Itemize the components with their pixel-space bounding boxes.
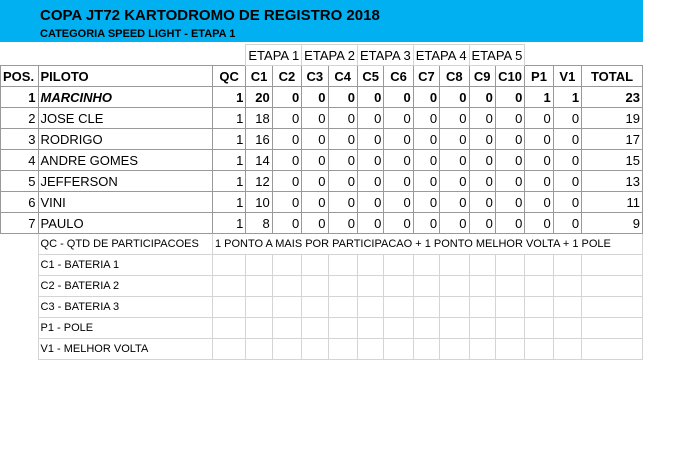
empty-grid-cell	[357, 276, 383, 297]
cell-c3: 0	[302, 171, 328, 192]
cell-c10: 0	[495, 213, 524, 234]
cell-name: VINI	[38, 192, 212, 213]
empty-grid-cell	[384, 276, 413, 297]
cell-v1: 0	[553, 171, 581, 192]
legend-row	[1, 276, 643, 297]
cell-c5: 0	[357, 171, 383, 192]
empty-grid-cell	[246, 297, 272, 318]
cell-c5: 0	[357, 213, 383, 234]
cell-v1: 0	[553, 108, 581, 129]
empty-grid-cell	[469, 255, 495, 276]
cell-c8: 0	[440, 87, 469, 108]
blank-cell	[212, 45, 245, 66]
legend-item: V1 - MELHOR VOLTA	[38, 339, 212, 360]
cell-name: PAULO	[38, 213, 212, 234]
cell-total: 17	[582, 129, 643, 150]
cell-p1: 0	[525, 150, 553, 171]
cell-c1: 14	[246, 150, 272, 171]
col-header-pos: POS.	[1, 66, 39, 87]
legend-row	[1, 255, 643, 276]
cell-c8: 0	[440, 108, 469, 129]
cell-c9: 0	[469, 213, 495, 234]
col-header-total: TOTAL	[582, 66, 643, 87]
cell-c1: 18	[246, 108, 272, 129]
col-header-c1: C1	[246, 66, 272, 87]
col-header-p1: P1	[525, 66, 553, 87]
cell-total: 13	[582, 171, 643, 192]
empty-grid-cell	[582, 339, 643, 360]
stage-5-header: ETAPA 5	[469, 45, 525, 66]
cell-c1: 16	[246, 129, 272, 150]
blank-cell	[38, 45, 212, 66]
cell-name: RODRIGO	[38, 129, 212, 150]
legend-item: C2 - BATERIA 2	[38, 276, 212, 297]
stage-3-header: ETAPA 3	[357, 45, 413, 66]
cell-v1: 0	[553, 129, 581, 150]
cell-v1: 1	[553, 87, 581, 108]
empty-grid-cell	[246, 339, 272, 360]
standings-row	[1, 171, 643, 192]
cell-c2: 0	[272, 150, 301, 171]
cell-qc: 1	[212, 213, 245, 234]
cell-c7: 0	[413, 192, 439, 213]
cell-c9: 0	[469, 171, 495, 192]
empty-grid-cell	[553, 339, 581, 360]
empty-grid-cell	[553, 297, 581, 318]
cell-c5: 0	[357, 87, 383, 108]
cell-c4: 0	[328, 213, 357, 234]
empty-grid-cell	[525, 297, 553, 318]
cell-c1: 8	[246, 213, 272, 234]
cell-c7: 0	[413, 171, 439, 192]
standings-table	[0, 44, 643, 360]
cell-c10: 0	[495, 150, 524, 171]
cell-c6: 0	[384, 150, 413, 171]
empty-grid-cell	[495, 276, 524, 297]
cell-c10: 0	[495, 171, 524, 192]
empty-grid-cell	[384, 297, 413, 318]
cell-c10: 0	[495, 87, 524, 108]
cell-c6: 0	[384, 129, 413, 150]
col-header-v1: V1	[553, 66, 581, 87]
cell-c1: 10	[246, 192, 272, 213]
cell-c4: 0	[328, 129, 357, 150]
standings-row	[1, 129, 643, 150]
blank-cell	[1, 234, 39, 255]
blank-cell	[582, 45, 643, 66]
empty-grid-cell	[413, 318, 439, 339]
cell-c6: 0	[384, 108, 413, 129]
cell-c1: 20	[246, 87, 272, 108]
empty-grid-cell	[469, 318, 495, 339]
cell-c8: 0	[440, 213, 469, 234]
cell-name: JEFFERSON	[38, 171, 212, 192]
cell-c3: 0	[302, 213, 328, 234]
blank-cell	[1, 318, 39, 339]
empty-grid-cell	[495, 297, 524, 318]
col-header-piloto: PILOTO	[38, 66, 212, 87]
cell-c8: 0	[440, 150, 469, 171]
empty-grid-cell	[302, 276, 328, 297]
cell-qc: 1	[212, 108, 245, 129]
empty-grid-cell	[328, 255, 357, 276]
empty-grid-cell	[469, 276, 495, 297]
cell-pos: 7	[1, 213, 39, 234]
empty-grid-cell	[440, 318, 469, 339]
cell-c6: 0	[384, 213, 413, 234]
empty-grid-cell	[384, 255, 413, 276]
cell-c2: 0	[272, 87, 301, 108]
empty-grid-cell	[302, 339, 328, 360]
empty-grid-cell	[246, 318, 272, 339]
cell-v1: 0	[553, 150, 581, 171]
cell-v1: 0	[553, 213, 581, 234]
empty-grid-cell	[413, 339, 439, 360]
cell-c4: 0	[328, 150, 357, 171]
empty-grid-cell	[525, 339, 553, 360]
cell-c3: 0	[302, 192, 328, 213]
empty-grid-cell	[384, 318, 413, 339]
empty-grid-cell	[582, 297, 643, 318]
empty-grid-cell	[553, 255, 581, 276]
col-header-c3: C3	[302, 66, 328, 87]
empty-grid-cell	[469, 339, 495, 360]
cell-name: MARCINHO	[38, 87, 212, 108]
cell-p1: 0	[525, 192, 553, 213]
empty-grid-cell	[246, 276, 272, 297]
empty-grid-cell	[302, 297, 328, 318]
blank-cell	[553, 45, 581, 66]
legend-item: P1 - POLE	[38, 318, 212, 339]
cell-c7: 0	[413, 87, 439, 108]
cell-c9: 0	[469, 87, 495, 108]
cell-c7: 0	[413, 108, 439, 129]
empty-grid-cell	[272, 318, 301, 339]
empty-grid-cell	[440, 297, 469, 318]
cell-pos: 6	[1, 192, 39, 213]
cell-p1: 1	[525, 87, 553, 108]
blank-cell	[1, 339, 39, 360]
cell-c9: 0	[469, 108, 495, 129]
cell-c2: 0	[272, 129, 301, 150]
empty-grid-cell	[413, 276, 439, 297]
empty-grid-cell	[553, 276, 581, 297]
cell-c8: 0	[440, 129, 469, 150]
cell-pos: 4	[1, 150, 39, 171]
sheet-title: COPA JT72 KARTODROMO DE REGISTRO 2018	[40, 7, 380, 24]
empty-grid-cell	[553, 318, 581, 339]
sheet-subtitle: CATEGORIA SPEED LIGHT - ETAPA 1	[40, 28, 236, 40]
cell-p1: 0	[525, 213, 553, 234]
stage-1-header: ETAPA 1	[246, 45, 302, 66]
cell-c6: 0	[384, 87, 413, 108]
cell-c3: 0	[302, 150, 328, 171]
col-header-c9: C9	[469, 66, 495, 87]
cell-pos: 1	[1, 87, 39, 108]
empty-grid-cell	[272, 297, 301, 318]
standings-row	[1, 87, 643, 108]
empty-grid-cell	[357, 255, 383, 276]
col-header-c10: C10	[495, 66, 524, 87]
cell-c4: 0	[328, 192, 357, 213]
column-header-row	[1, 66, 643, 87]
cell-c9: 0	[469, 150, 495, 171]
stage-4-header: ETAPA 4	[413, 45, 469, 66]
standings-row	[1, 192, 643, 213]
cell-p1: 0	[525, 171, 553, 192]
empty-grid-cell	[413, 297, 439, 318]
cell-c2: 0	[272, 171, 301, 192]
cell-name: ANDRE GOMES	[38, 150, 212, 171]
cell-c10: 0	[495, 108, 524, 129]
empty-grid-cell	[246, 255, 272, 276]
empty-grid-cell	[212, 318, 245, 339]
cell-p1: 0	[525, 108, 553, 129]
cell-c5: 0	[357, 129, 383, 150]
empty-grid-cell	[357, 318, 383, 339]
cell-c6: 0	[384, 171, 413, 192]
legend-item: QC - QTD DE PARTICIPACOES	[38, 234, 212, 255]
cell-qc: 1	[212, 87, 245, 108]
col-header-c6: C6	[384, 66, 413, 87]
cell-qc: 1	[212, 129, 245, 150]
col-header-qc: QC	[212, 66, 245, 87]
cell-qc: 1	[212, 192, 245, 213]
cell-c10: 0	[495, 129, 524, 150]
blank-cell	[1, 45, 39, 66]
empty-grid-cell	[440, 276, 469, 297]
cell-total: 11	[582, 192, 643, 213]
empty-grid-cell	[212, 339, 245, 360]
empty-grid-cell	[357, 297, 383, 318]
cell-qc: 1	[212, 171, 245, 192]
cell-c3: 0	[302, 87, 328, 108]
cell-name: JOSE CLE	[38, 108, 212, 129]
standings-row	[1, 213, 643, 234]
empty-grid-cell	[525, 255, 553, 276]
empty-grid-cell	[525, 318, 553, 339]
cell-c3: 0	[302, 108, 328, 129]
cell-c8: 0	[440, 192, 469, 213]
cell-c4: 0	[328, 87, 357, 108]
cell-p1: 0	[525, 129, 553, 150]
cell-total: 15	[582, 150, 643, 171]
cell-c1: 12	[246, 171, 272, 192]
empty-grid-cell	[328, 318, 357, 339]
cell-qc: 1	[212, 150, 245, 171]
cell-c4: 0	[328, 171, 357, 192]
cell-pos: 5	[1, 171, 39, 192]
empty-grid-cell	[469, 297, 495, 318]
standings-row	[1, 108, 643, 129]
cell-c10: 0	[495, 192, 524, 213]
cell-c3: 0	[302, 129, 328, 150]
cell-pos: 3	[1, 129, 39, 150]
empty-grid-cell	[212, 276, 245, 297]
cell-c9: 0	[469, 192, 495, 213]
cell-c7: 0	[413, 213, 439, 234]
legend-row	[1, 339, 643, 360]
empty-grid-cell	[328, 339, 357, 360]
cell-c7: 0	[413, 129, 439, 150]
cell-c5: 0	[357, 108, 383, 129]
empty-grid-cell	[384, 339, 413, 360]
empty-grid-cell	[440, 339, 469, 360]
cell-total: 23	[582, 87, 643, 108]
blank-cell	[1, 255, 39, 276]
empty-grid-cell	[495, 318, 524, 339]
empty-grid-cell	[302, 318, 328, 339]
standings-row	[1, 150, 643, 171]
cell-c9: 0	[469, 129, 495, 150]
cell-c7: 0	[413, 150, 439, 171]
cell-pos: 2	[1, 108, 39, 129]
empty-grid-cell	[302, 255, 328, 276]
col-header-c2: C2	[272, 66, 301, 87]
scoring-note: 1 PONTO A MAIS POR PARTICIPACAO + 1 PONTO MELHOR VOLTA + 1 POLE	[212, 234, 642, 255]
empty-grid-cell	[357, 339, 383, 360]
cell-c5: 0	[357, 192, 383, 213]
blank-cell	[1, 297, 39, 318]
empty-grid-cell	[582, 255, 643, 276]
blank-cell	[525, 45, 553, 66]
empty-grid-cell	[495, 255, 524, 276]
col-header-c7: C7	[413, 66, 439, 87]
empty-grid-cell	[328, 276, 357, 297]
legend-item: C3 - BATERIA 3	[38, 297, 212, 318]
cell-c8: 0	[440, 171, 469, 192]
col-header-c4: C4	[328, 66, 357, 87]
cell-v1: 0	[553, 192, 581, 213]
legend-row	[1, 297, 643, 318]
cell-total: 19	[582, 108, 643, 129]
blank-cell	[1, 276, 39, 297]
legend-item: C1 - BATERIA 1	[38, 255, 212, 276]
legend-row	[1, 234, 643, 255]
empty-grid-cell	[582, 318, 643, 339]
empty-grid-cell	[440, 255, 469, 276]
empty-grid-cell	[582, 276, 643, 297]
cell-c5: 0	[357, 150, 383, 171]
empty-grid-cell	[413, 255, 439, 276]
empty-grid-cell	[328, 297, 357, 318]
col-header-c5: C5	[357, 66, 383, 87]
empty-grid-cell	[272, 276, 301, 297]
empty-grid-cell	[525, 276, 553, 297]
empty-grid-cell	[212, 255, 245, 276]
stage-2-header: ETAPA 2	[302, 45, 358, 66]
legend-row	[1, 318, 643, 339]
empty-grid-cell	[495, 339, 524, 360]
cell-c4: 0	[328, 108, 357, 129]
cell-c6: 0	[384, 192, 413, 213]
cell-c2: 0	[272, 213, 301, 234]
cell-c2: 0	[272, 108, 301, 129]
cell-total: 9	[582, 213, 643, 234]
col-header-c8: C8	[440, 66, 469, 87]
empty-grid-cell	[272, 339, 301, 360]
empty-grid-cell	[212, 297, 245, 318]
empty-grid-cell	[272, 255, 301, 276]
stage-header-row	[1, 45, 643, 66]
cell-c2: 0	[272, 192, 301, 213]
